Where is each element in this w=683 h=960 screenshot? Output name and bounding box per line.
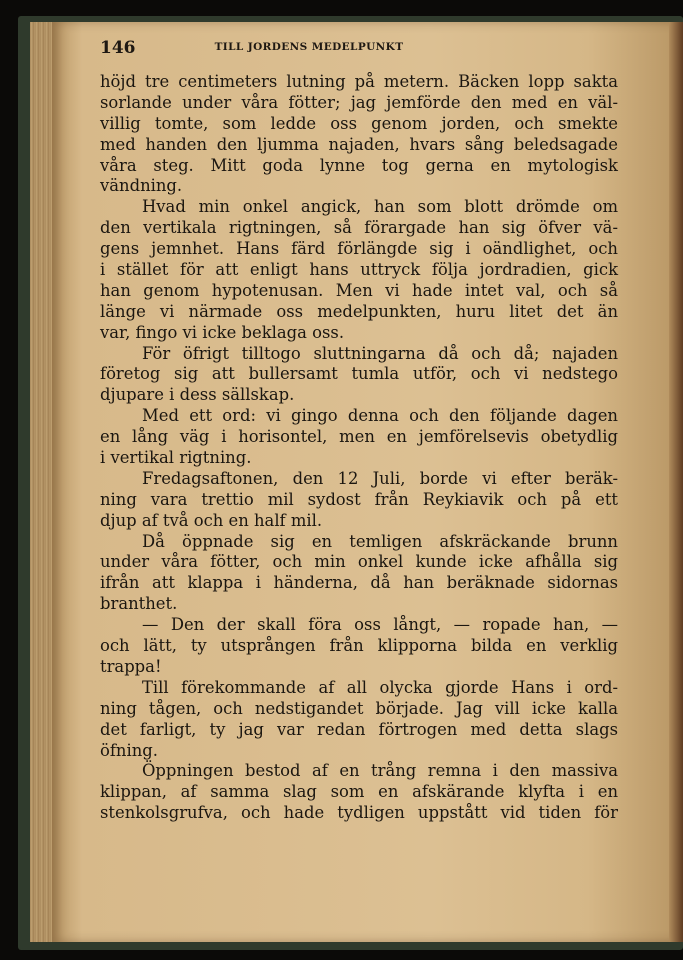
text-line: ning tågen, och nedstigandet började. Jag vill icke kalla <box>100 698 618 718</box>
text-line: djup af två och en half mil. <box>100 510 323 530</box>
text-line: sorlande under våra fötter; jag jemförde den med en väl- <box>100 92 618 112</box>
text-line: trappa! <box>100 656 162 676</box>
right-page-edge <box>669 22 683 942</box>
text-line: i stället för att enligt hans uttryck följa jordradien, gick <box>100 260 618 280</box>
text-line: företog sig att bullersamt tumla utför, och vi nedstego <box>100 364 618 384</box>
page-number: 146 <box>100 38 136 58</box>
text-line: Fredagsaftonen, den 12 Juli, borde vi efter beräk- <box>142 468 618 488</box>
text-line: med handen den ljumma najaden, hvars sång beledsagade <box>100 134 618 154</box>
text-line: vändning. <box>100 176 183 196</box>
text-line: villig tomte, som ledde oss genom jorden, och smekte <box>100 113 618 133</box>
text-line: För öfrigt tilltogo sluttningarna då och då; najaden <box>142 343 618 363</box>
text-line: den vertikala rigtningen, så förargade han sig öfver vä- <box>100 218 618 238</box>
text-line: en lång väg i horisontel, men en jemförelsevis obetydlig <box>100 427 618 447</box>
body-text <box>100 72 618 824</box>
text-line: djupare i dess sällskap. <box>100 385 295 405</box>
text-line: var, fingo vi icke beklaga oss. <box>100 322 345 342</box>
text-line: ning vara trettio mil sydost från Reykiavik och på ett <box>100 489 618 509</box>
page-header <box>100 38 518 60</box>
text-line: gens jemnhet. Hans färd förlängde sig i oändlighet, och <box>100 239 618 259</box>
text-line: höjd tre centimeters lutning på metern. Bäcken lopp sakta <box>100 72 618 91</box>
text-line: under våra fötter, och min onkel kunde icke afhålla sig <box>100 552 618 572</box>
text-line: branthet. <box>100 594 178 614</box>
running-title: TILL JORDENS MEDELPUNKT <box>214 41 404 53</box>
text-line: — Den der skall föra oss långt, — ropade han, — <box>142 615 618 635</box>
text-line: öfning. <box>100 740 158 760</box>
text-line: klippan, af samma slag som en afskärande klyfta i en <box>100 782 618 802</box>
text-line: Öppningen bestod af en trång remna i den massiva <box>142 761 618 781</box>
text-line: det farligt, ty jag var redan förtrogen med detta slags <box>100 719 618 739</box>
text-line: länge vi närmade oss medelpunkten, huru litet det än <box>100 301 618 321</box>
text-line: Med ett ord: vi gingo denna och den följande dagen <box>142 406 618 426</box>
text-line: han genom hypotenusan. Men vi hade intet val, och så <box>100 280 618 300</box>
text-line: Då öppnade sig en temligen afskräckande brunn <box>142 531 618 551</box>
text-line: Till förekommande af all olycka gjorde Hans i ord- <box>142 677 618 697</box>
text-line: i vertikal rigtning. <box>100 448 252 468</box>
text-line: ifrån att klappa i händerna, då han beräknade sidornas <box>100 573 618 593</box>
text-line: och lätt, ty utsprången från klipporna bilda en verklig <box>100 636 618 656</box>
text-line: Hvad min onkel angick, han som blott drömde om <box>142 197 618 217</box>
text-line: stenkolsgrufva, och hade tydligen uppstått vid tiden för <box>100 803 618 823</box>
text-line: våra steg. Mitt goda lynne tog gerna en mytologisk <box>100 155 618 175</box>
